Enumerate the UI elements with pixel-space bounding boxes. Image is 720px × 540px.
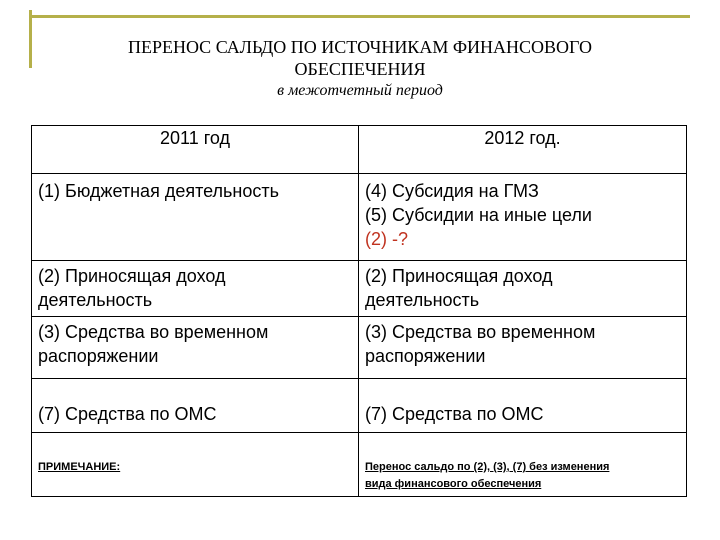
row3-right-line2: распоряжении xyxy=(365,346,486,366)
row3-left xyxy=(32,317,359,379)
row4-right-text: (7) Средства по ОМС xyxy=(365,404,544,424)
page-title xyxy=(30,36,690,102)
row3-left-line2: распоряжении xyxy=(38,346,159,366)
header-2011: 2011 год xyxy=(32,126,359,174)
balance-transfer-table xyxy=(31,125,687,497)
row1-right xyxy=(359,174,687,261)
row4-right xyxy=(359,379,687,433)
title-subtitle: в межотчетный период xyxy=(277,82,443,99)
decorative-horizontal-line xyxy=(29,15,690,18)
row1-right-line3: (2) -? xyxy=(365,229,409,249)
row1-right-line2: (5) Субсидии на иные цели xyxy=(365,205,592,225)
row3-right xyxy=(359,317,687,379)
row3-left-line1: (3) Средства во временном xyxy=(38,322,269,342)
table-row xyxy=(32,317,687,379)
title-line-1: ПЕРЕНОС САЛЬДО ПО ИСТОЧНИКАМ ФИНАНСОВОГО xyxy=(127,37,593,57)
row2-left xyxy=(32,261,359,317)
table-header-row xyxy=(32,126,687,174)
row2-left-line1: (2) Приносящая доход xyxy=(38,266,226,286)
row2-right-line2: деятельность xyxy=(365,290,480,310)
row4-left-text: (7) Средства по ОМС xyxy=(38,404,217,424)
header-2012: 2012 год. xyxy=(359,126,687,174)
note-text-line1: Перенос сальдо по (2), (3), (7) без изменения xyxy=(365,461,610,473)
row4-left xyxy=(32,379,359,433)
note-left xyxy=(32,433,359,497)
table-row xyxy=(32,261,687,317)
table-row xyxy=(32,379,687,433)
note-right xyxy=(359,433,687,497)
table-row-note xyxy=(32,433,687,497)
row2-right xyxy=(359,261,687,317)
note-text-line2: вида финансового обеспечения xyxy=(365,478,542,490)
row3-right-line1: (3) Средства во временном xyxy=(365,322,596,342)
row1-left-text: (1) Бюджетная деятельность xyxy=(38,181,279,201)
table-row xyxy=(32,174,687,261)
row2-left-line2: деятельность xyxy=(38,290,153,310)
row2-right-line1: (2) Приносящая доход xyxy=(365,266,553,286)
note-label: ПРИМЕЧАНИЕ: xyxy=(38,461,121,473)
row1-left xyxy=(32,174,359,261)
title-line-2: ОБЕСПЕЧЕНИЯ xyxy=(294,59,426,79)
row1-right-line1: (4) Субсидия на ГМЗ xyxy=(365,181,539,201)
